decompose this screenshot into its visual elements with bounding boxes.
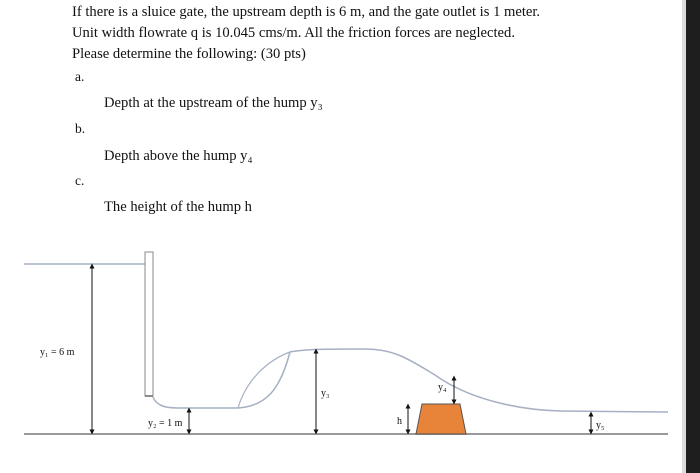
- question-c-text: The height of the hump h: [104, 199, 252, 215]
- intro-line-2: Unit width flowrate q is 10.045 cms/m. All the friction forces are neglected.: [72, 25, 515, 41]
- question-b-label: b.: [75, 121, 86, 136]
- y3-label: y₃: [321, 388, 330, 399]
- question-b-text: Depth above the hump y₄: [104, 148, 253, 164]
- question-a-label: a.: [75, 69, 85, 84]
- intro-line-3: Please determine the following: (30 pts): [72, 46, 306, 62]
- sluice-gate: [145, 252, 153, 396]
- y4-label: y₄: [438, 382, 447, 393]
- intro-line-1: If there is a sluice gate, the upstream depth is 6 m, and the gate outlet is 1 meter.: [72, 4, 541, 20]
- downstream-water-surface: [153, 349, 668, 412]
- question-a-text: Depth at the upstream of the hump y₃: [104, 95, 323, 111]
- question-c-label: c.: [75, 173, 85, 188]
- y1-label: y₁ = 6 m: [40, 347, 75, 358]
- y5-label: y₅: [596, 420, 605, 431]
- h-label: h: [397, 416, 402, 427]
- hump: [416, 404, 466, 434]
- y2-label: y₂ = 1 m: [148, 418, 183, 429]
